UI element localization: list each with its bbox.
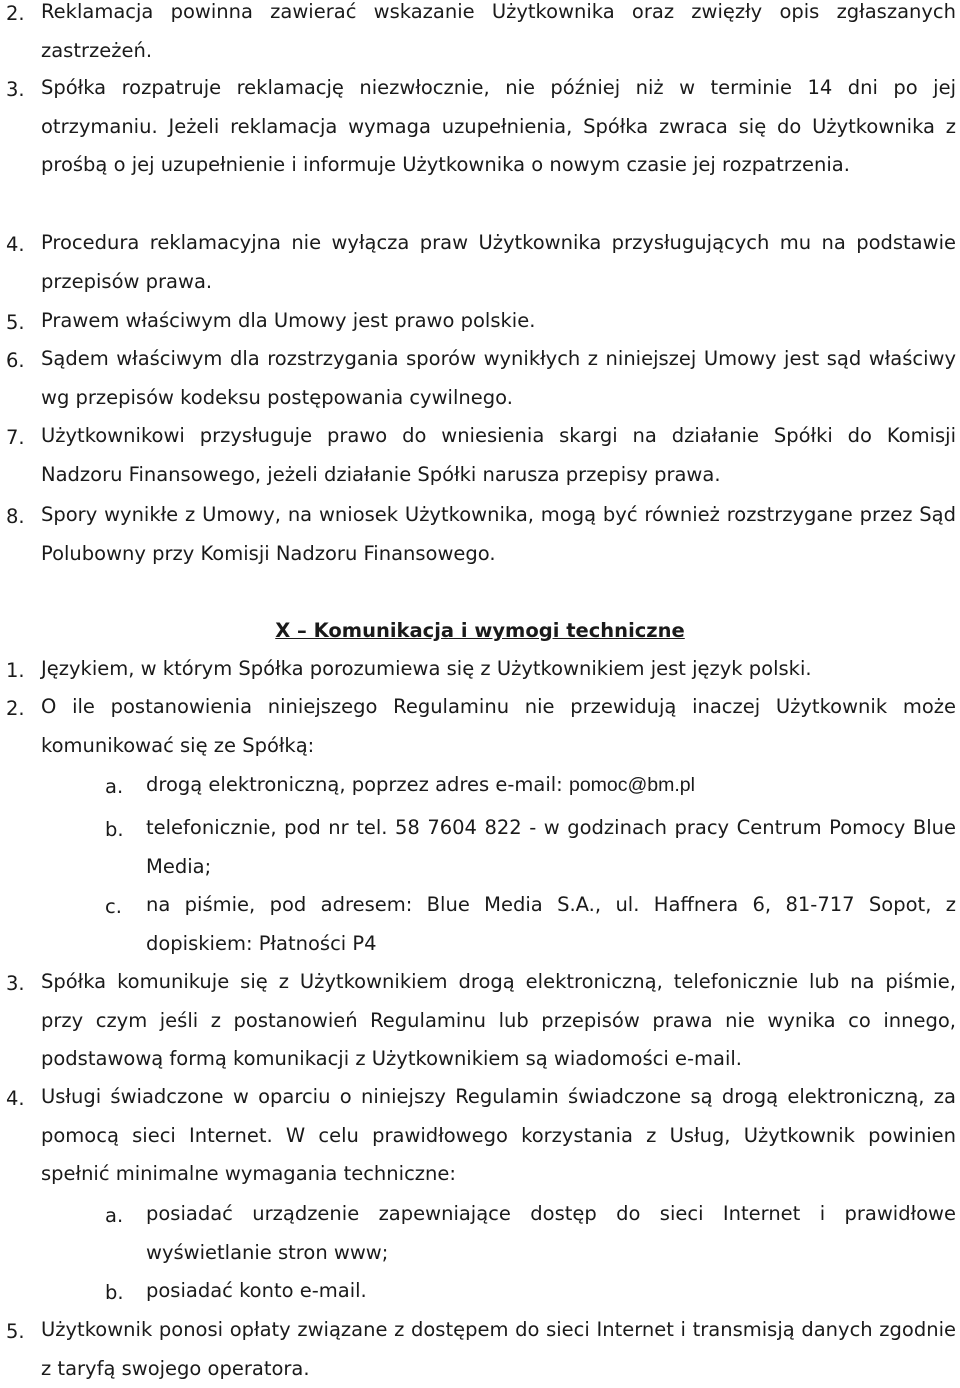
item-text: Prawem właściwym dla Umowy jest prawo polskie. — [41, 309, 536, 332]
item-number: 5. — [6, 1320, 25, 1343]
item-number: 1. — [6, 659, 25, 682]
item-text: posiadać konto e-mail. — [146, 1279, 367, 1302]
item-text: Reklamacja powinna zawierać wskazanie Użytkownika oraz zwięzły opis zgłaszanych zastrzeżeń. — [41, 0, 956, 62]
item-number: 2. — [6, 2, 25, 25]
item-text: Spory wynikłe z Umowy, na wniosek Użytkownika, mogą być również rozstrzygane przez Sąd Polubowny przy Komisji Nadzoru Finansowego. — [41, 503, 956, 565]
item-number: 3. — [6, 972, 25, 995]
email-address: pomoc@bm.pl — [568, 774, 695, 796]
item-number: 3. — [6, 78, 25, 101]
item-text-main: drogą elektroniczną, poprzez adres e-mail: — [146, 773, 563, 796]
item-text: Sądem właściwym dla rozstrzygania sporów wynikłych z niniejszej Umowy jest sąd właściwy wg przepisów kodeksu postępowania cywilnego. — [41, 347, 956, 409]
section-heading: X – Komunikacja i wymogi techniczne — [275, 619, 685, 642]
item-number: 4. — [6, 1087, 25, 1110]
item-text: posiadać urządzenie zapewniające dostęp do sieci Internet i prawidłowe wyświetlanie stron www; — [146, 1202, 956, 1264]
item-number: 6. — [6, 349, 25, 372]
item-letter: b. — [105, 818, 124, 841]
item-letter: a. — [105, 1204, 124, 1227]
item-text: Procedura reklamacyjna nie wyłącza praw Użytkownika przysługujących mu na podstawie przepisów prawa. — [41, 231, 956, 293]
item-text — [146, 766, 956, 805]
item-number: 5. — [6, 311, 25, 334]
item-text: Usługi świadczone w oparciu o niniejszy Regulamin świadczone są drogą elektroniczną, za pomocą sieci Internet. W celu prawidłowego korzystania z Usług, Użytkownik powinien spełnić minimalne wymagania techniczne: — [41, 1085, 956, 1185]
item-text: Spółka rozpatruje reklamację niezwłocznie, nie później niż w terminie 14 dni po jej otrzymaniu. Jeżeli reklamacja wymaga uzupełnienia, Spółka zwraca się do Użytkownika z prośbą o jej uzupełnienie i informuje Użytkownika o nowym czasie jej rozpatrzenia. — [41, 76, 956, 176]
item-text: Użytkownikowi przysługuje prawo do wniesienia skargi na działanie Spółki do Komisji Nadzoru Finansowego, jeżeli działanie Spółki narusza przepisy prawa. — [41, 424, 956, 486]
item-number: 2. — [6, 697, 25, 720]
item-number: 8. — [6, 505, 25, 528]
item-text: Użytkownik ponosi opłaty związane z dostępem do sieci Internet i transmisją danych zgodnie z taryfą swojego operatora. — [41, 1318, 956, 1380]
item-letter: c. — [105, 895, 122, 918]
item-number: 4. — [6, 233, 25, 256]
item-text: Językiem, w którym Spółka porozumiewa się z Użytkownikiem jest język polski. — [41, 657, 812, 680]
item-text: Spółka komunikuje się z Użytkownikiem drogą elektroniczną, telefonicznie lub na piśmie, przy czym jeśli z postanowień Regulaminu lub przepisów prawa nie wynika co innego, podstawową formą komunikacji z Użytkownikiem są wiadomości e-mail. — [41, 970, 956, 1070]
item-text: telefonicznie, pod nr tel. 58 7604 822 - w godzinach pracy Centrum Pomocy Blue Media; — [146, 816, 956, 878]
item-text: O ile postanowienia niniejszego Regulaminu nie przewidują inaczej Użytkownik może komunikować się ze Spółką: — [41, 695, 956, 757]
item-letter: b. — [105, 1281, 124, 1304]
item-number: 7. — [6, 426, 25, 449]
item-text: na piśmie, pod adresem: Blue Media S.A., ul. Haffnera 6, 81-717 Sopot, z dopiskiem: Płatności P4 — [146, 893, 956, 955]
item-letter: a. — [105, 775, 124, 798]
